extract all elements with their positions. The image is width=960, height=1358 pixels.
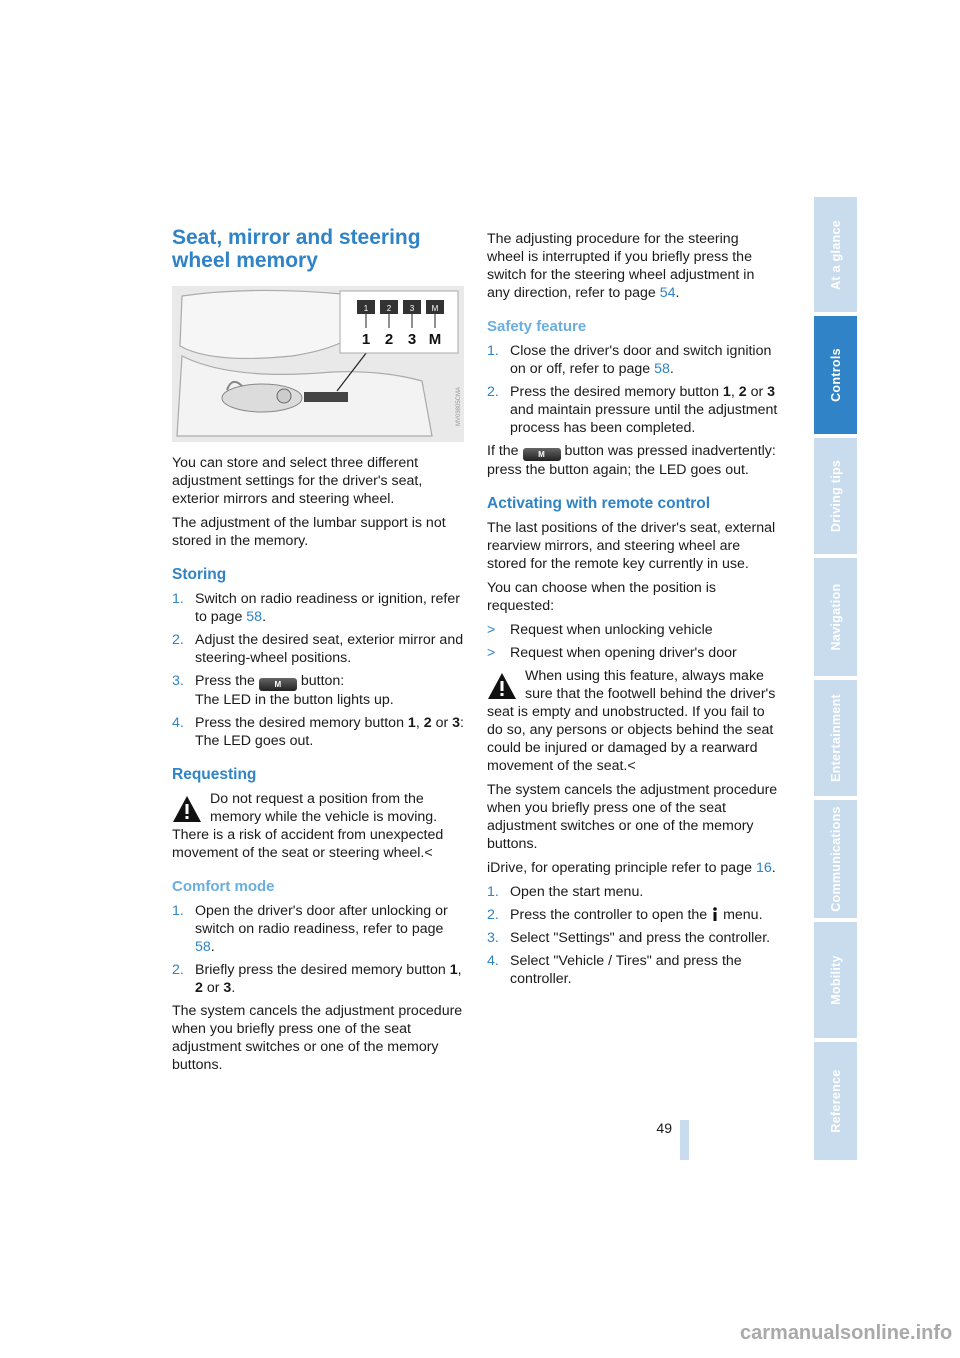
comfort-note: The system cancels the adjustment procedure when you briefly press one of the seat adjustment switches or one of the memory buttons. — [172, 1003, 463, 1073]
punct: , — [415, 715, 420, 731]
inadvertent-paragraph — [487, 442, 779, 479]
punct: . — [210, 939, 215, 955]
memory-number: 2 — [738, 384, 747, 400]
step-text: Close the driver's door and switch ignition on or off, refer to page — [510, 343, 772, 377]
memory-buttons-figure — [172, 286, 464, 442]
paragraph-text: iDrive, for operating principle refer to page — [487, 860, 752, 876]
safety-heading: Safety feature — [487, 318, 587, 335]
step-number: 1. — [487, 343, 499, 359]
tab-label: Entertainment — [828, 694, 843, 782]
punct: , — [457, 962, 462, 978]
step-text: button: — [300, 673, 345, 689]
tab-controls[interactable] — [814, 316, 857, 434]
storing-step-4 — [172, 714, 464, 750]
tab-reference[interactable] — [814, 1042, 857, 1160]
tab-driving-tips[interactable] — [814, 438, 857, 554]
tab-entertainment[interactable] — [814, 680, 857, 796]
step-text: Select "Vehicle / Tires" and press the controller. — [510, 953, 742, 987]
step-text: Press the desired memory button — [195, 715, 404, 731]
safety-step-1 — [487, 342, 779, 378]
mem-btn-1: 1 — [363, 304, 369, 313]
tab-label: Driving tips — [828, 459, 843, 533]
step-number: 4. — [487, 953, 499, 969]
step-text: menu. — [723, 907, 763, 923]
info-icon — [711, 907, 719, 921]
mem-btn-m: M — [431, 304, 439, 313]
step-text: Briefly press the desired memory button — [195, 962, 446, 978]
section-tabs — [814, 197, 857, 1160]
label-1: 1 — [361, 331, 371, 348]
tab-navigation[interactable] — [814, 558, 857, 676]
memory-number: 3 — [767, 384, 776, 400]
remote-step-3 — [487, 929, 779, 947]
paragraph-text: button was pressed inadvertently: press the button again; the LED goes out. — [487, 443, 776, 478]
step-text: Press the desired memory button — [510, 384, 719, 400]
memory-number: 1 — [407, 715, 416, 731]
step-text: Open the driver's door after unlocking or switch on radio readiness, refer to page — [195, 903, 448, 937]
page-link-16[interactable]: 16 — [755, 860, 772, 876]
punct: . — [231, 980, 236, 996]
punct: . — [675, 285, 680, 301]
seat-illustration — [172, 286, 464, 442]
footer-watermark: carmanualsonline.info — [740, 1322, 953, 1344]
remote-bullet-1 — [487, 621, 779, 639]
tab-at-a-glance[interactable] — [814, 197, 857, 312]
step-number: 1. — [172, 903, 184, 919]
warning-icon — [487, 671, 517, 701]
step-text: Open the start menu. — [510, 884, 644, 900]
warning-icon — [172, 794, 202, 824]
label-m: M — [428, 331, 442, 348]
step-number: 2. — [487, 384, 499, 400]
storing-step-3 — [172, 672, 464, 709]
tab-label: At a glance — [828, 219, 843, 290]
remote-warning — [487, 667, 779, 775]
figure-code: MV03805CMA — [456, 386, 462, 426]
step-text: The LED goes out. — [195, 733, 314, 749]
intro-paragraph-2: The adjustment of the lumbar support is not stored in the memory. — [172, 515, 446, 549]
page-link-54[interactable]: 54 — [659, 285, 676, 301]
paragraph-text: If the — [487, 443, 519, 459]
step-text: and maintain pressure until the adjustment process has been completed. — [510, 402, 778, 436]
memory-number: 1 — [722, 384, 731, 400]
punct: . — [262, 609, 267, 625]
mem-btn-3: 3 — [409, 304, 415, 313]
remote-bullet-2 — [487, 644, 779, 662]
page-link-58[interactable]: 58 — [246, 609, 263, 625]
step-text: Switch on radio readiness or ignition, refer to page — [195, 591, 460, 625]
step-number: 1. — [487, 884, 499, 900]
warning-text: Do not request a position from the memory while the vehicle is moving. There is a risk of accident from unexpected movement of the seat or steering wheel.< — [172, 791, 444, 861]
label-2: 2 — [384, 331, 394, 348]
safety-step-2 — [487, 383, 779, 437]
comfort-heading: Comfort mode — [172, 878, 275, 895]
step-text: Select "Settings" and press the controller. — [510, 930, 771, 946]
left-column — [172, 226, 464, 1080]
m-button-icon: M — [259, 678, 297, 691]
memory-number: 3 — [452, 715, 461, 731]
memory-number: 2 — [195, 980, 203, 996]
steering-wheel-paragraph — [487, 230, 779, 302]
punct: : — [460, 715, 464, 731]
mem-btn-2: 2 — [386, 304, 392, 313]
step-number: 3. — [172, 673, 184, 689]
tab-label: Mobility — [828, 955, 843, 1005]
storing-step-2 — [172, 631, 464, 667]
storing-step-1 — [172, 590, 464, 626]
remote-step-4 — [487, 952, 779, 988]
remote-step-1 — [487, 883, 779, 901]
punct: , — [730, 384, 735, 400]
memory-number: 1 — [449, 962, 458, 978]
step-text: Adjust the desired seat, exterior mirror and steering-wheel positions. — [195, 632, 464, 666]
paragraph-text: The adjusting procedure for the steering wheel is interrupted if you briefly press the switch for the steering wheel adjustment in any direction, refer to page — [487, 231, 755, 301]
step-text: or — [435, 715, 449, 731]
comfort-step-1 — [172, 902, 464, 956]
step-number: 3. — [487, 930, 499, 946]
page-link-58[interactable]: 58 — [654, 361, 670, 377]
tab-label: Navigation — [828, 583, 843, 651]
page-title: Seat, mirror and steering wheel memory — [172, 226, 421, 272]
intro-paragraph-1: You can store and select three different adjustment settings for the driver's seat, exterior mirrors and steering wheel. — [172, 455, 423, 507]
punct: . — [771, 860, 776, 876]
page-number-bar — [680, 1120, 689, 1160]
step-number: 1. — [172, 591, 184, 607]
remote-paragraph-2: You can choose when the position is requested: — [487, 580, 717, 614]
requesting-heading: Requesting — [172, 766, 257, 783]
punct: . — [669, 361, 674, 377]
page-link-58[interactable]: 58 — [195, 939, 211, 955]
step-number: 4. — [172, 715, 184, 731]
storing-heading: Storing — [172, 566, 227, 583]
remote-step-2 — [487, 906, 779, 924]
remote-heading: Activating with remote control — [487, 495, 711, 512]
warning-text: When using this feature, always make sure that the footwell behind the driver's seat is empty and unobstructed. If you fail to do so, any persons or objects behind the seat could be injured or damaged by a rearward movement of the seat.< — [487, 668, 776, 774]
bullet-marker: > — [487, 622, 496, 638]
tab-label: Controls — [828, 348, 843, 402]
tab-label: Communications — [828, 806, 843, 912]
step-text: Press the — [195, 673, 255, 689]
tab-mobility[interactable] — [814, 922, 857, 1038]
step-text: The LED in the button lights up. — [195, 692, 394, 708]
idrive-paragraph — [487, 859, 779, 877]
bullet-text: Request when unlocking vehicle — [510, 622, 713, 638]
m-button-icon: M — [523, 448, 561, 461]
bullet-text: Request when opening driver's door — [510, 645, 737, 661]
page-number: 49 — [656, 1120, 672, 1136]
memory-number: 2 — [423, 715, 432, 731]
step-text: or — [206, 980, 220, 996]
bullet-marker: > — [487, 645, 496, 661]
step-text: or — [750, 384, 764, 400]
right-column — [487, 230, 779, 993]
step-number: 2. — [487, 907, 499, 923]
remote-paragraph-1: The last positions of the driver's seat, external rearview mirrors, and steering wheel are stored for the remote key currently in use. — [487, 520, 776, 572]
step-number: 2. — [172, 632, 184, 648]
step-text: Press the controller to open the — [510, 907, 708, 923]
requesting-warning — [172, 790, 464, 862]
tab-communications[interactable] — [814, 800, 857, 918]
memory-number: 3 — [223, 980, 232, 996]
comfort-step-2 — [172, 961, 464, 997]
step-number: 2. — [172, 962, 184, 978]
tab-label: Reference — [828, 1069, 843, 1133]
remote-paragraph-3: The system cancels the adjustment procedure when you briefly press one of the seat adjustment switches or one of the memory buttons. — [487, 782, 778, 852]
label-3: 3 — [407, 331, 417, 348]
